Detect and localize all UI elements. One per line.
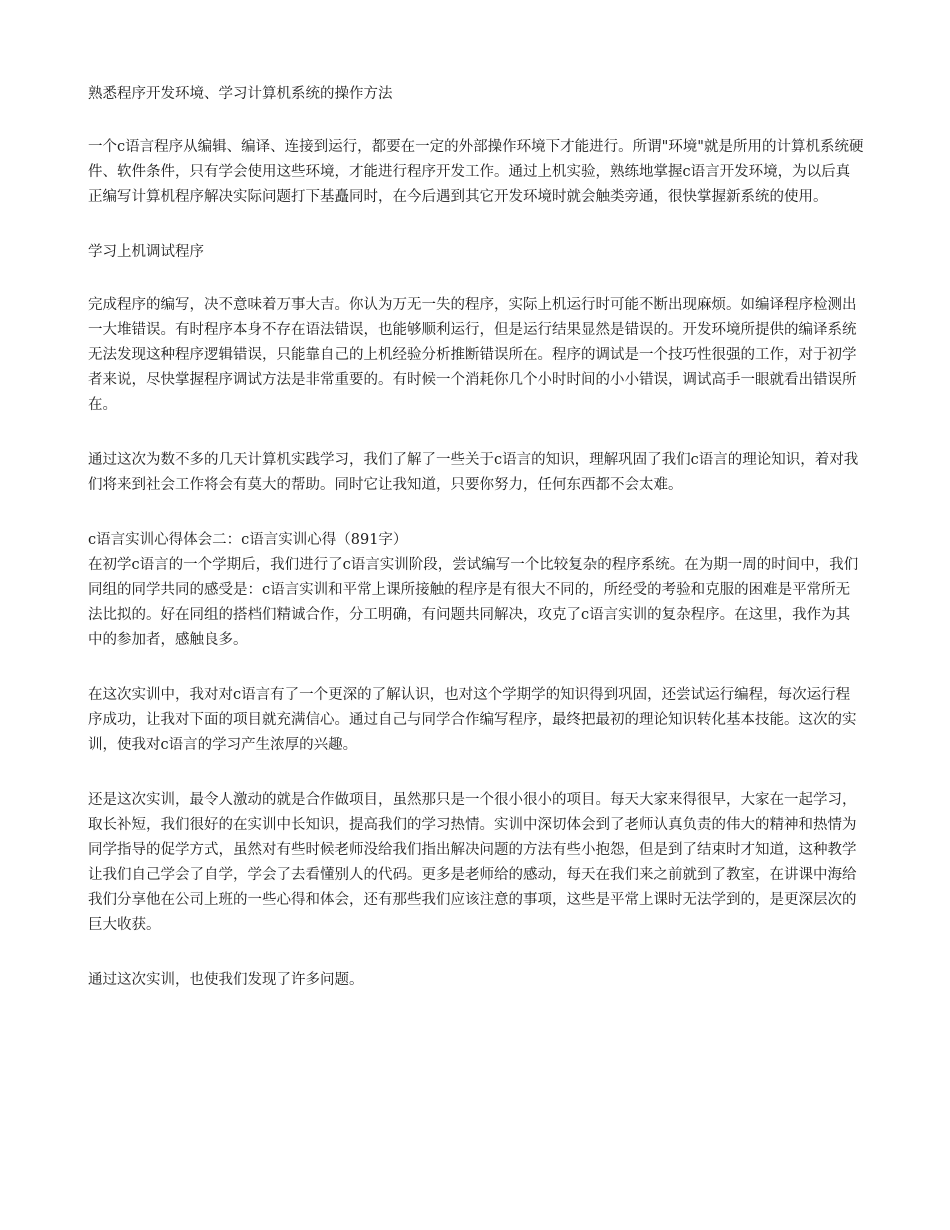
paragraph-environment: 一个c语言程序从编辑、编译、连接到运行，都要在一定的外部操作环境下才能进行。所谓"环境"就是所用的计算机系统硬件、软件条件，只有学会使用这些环境，才能进行程序开发工作。通过上机实验，熟练地掌握c语言开发环境，为以后真正编写计算机程序解决实际问题打下基矗同时，在今后遇到其它开发环境时就会触类旁通，很快掌握新系统的使用。 bbox=[88, 139, 864, 205]
paragraph-intro: 在初学c语言的一个学期后，我们进行了c语言实训阶段，尝试编写一个比较复杂的程序系统。在为期一周的时间中，我们同组的同学共同的感受是：c语言实训和平常上课所接触的程序是有很大不同的，所经受的考验和克服的困难是平常所无法比拟的。好在同组的搭档们精诚合作，分工明确，有问题共同解决，攻克了c语言实训的复杂程序。在这里，我作为其中的参加者，感触良多。 bbox=[88, 557, 859, 648]
document-page bbox=[88, 82, 864, 1023]
paragraph-summary: 通过这次为数不多的几天计算机实践学习，我们了解了一些关于c语言的知识，理解巩固了我们c语言的理论知识，着对我们将来到社会工作将会有莫大的帮助。同时它让我知道，只要你努力，任何东西都不会太难。 bbox=[88, 452, 859, 493]
section-heading-environment: 熟悉程序开发环境、学习计算机系统的操作方法 bbox=[88, 86, 393, 102]
paragraph-understanding: 在这次实训中，我对对c语言有了一个更深的了解认识，也对这个学期学的知识得到巩固，还尝试运行编程，每次运行程序成功，让我对下面的项目就充满信心。通过自己与同学合作编写程序，最终把最初的理论知识转化基本技能。这次的实训，使我对c语言的学习产生浓厚的兴趣。 bbox=[88, 687, 857, 753]
essay-title: c语言实训心得体会二：c语言实训心得（891字） bbox=[88, 532, 408, 548]
section-heading-debugging: 学习上机调试程序 bbox=[88, 244, 204, 260]
paragraph-debugging: 完成程序的编写，决不意味着万事大吉。你认为万无一失的程序，实际上机运行时可能不断出现麻烦。如编译程序检测出一大堆错误。有时程序本身不存在语法错误，也能够顺利运行，但是运行结果显然是错误的。开发环境所提供的编译系统无法发现这种程序逻辑错误，只能靠自己的上机经验分析推断错误所在。程序的调试是一个技巧性很强的工作，对于初学者来说，尽快掌握程序调试方法是非常重要的。有时候一个消耗你几个小时时间的小小错误，调试高手一眼就看出错误所在。 bbox=[88, 297, 857, 413]
paragraph-problems: 通过这次实训，也使我们发现了许多问题。 bbox=[88, 972, 364, 988]
paragraph-teamwork: 还是这次实训，最令人激动的就是合作做项目，虽然那只是一个很小很小的项目。每天大家来得很早，大家在一起学习，取长补短，我们很好的在实训中长知识，提高我们的学习热情。实训中深切体会到了老师认真负责的伟大的精神和热情为同学指导的促学方式，虽然对有些时候老师没给我们指出解决问题的方法有些小抱怨，但是到了结束时才知道，这种教学让我们自己学会了自学，学会了去看懂别人的代码。更多是老师给的感动，每天在我们来之前就到了教室，在讲课中海给我们分享他在公司上班的一些心得和体会，还有那些我们应该注意的事项，这些是平常上课时无法学到的，是更深层次的巨大收获。 bbox=[88, 792, 857, 933]
